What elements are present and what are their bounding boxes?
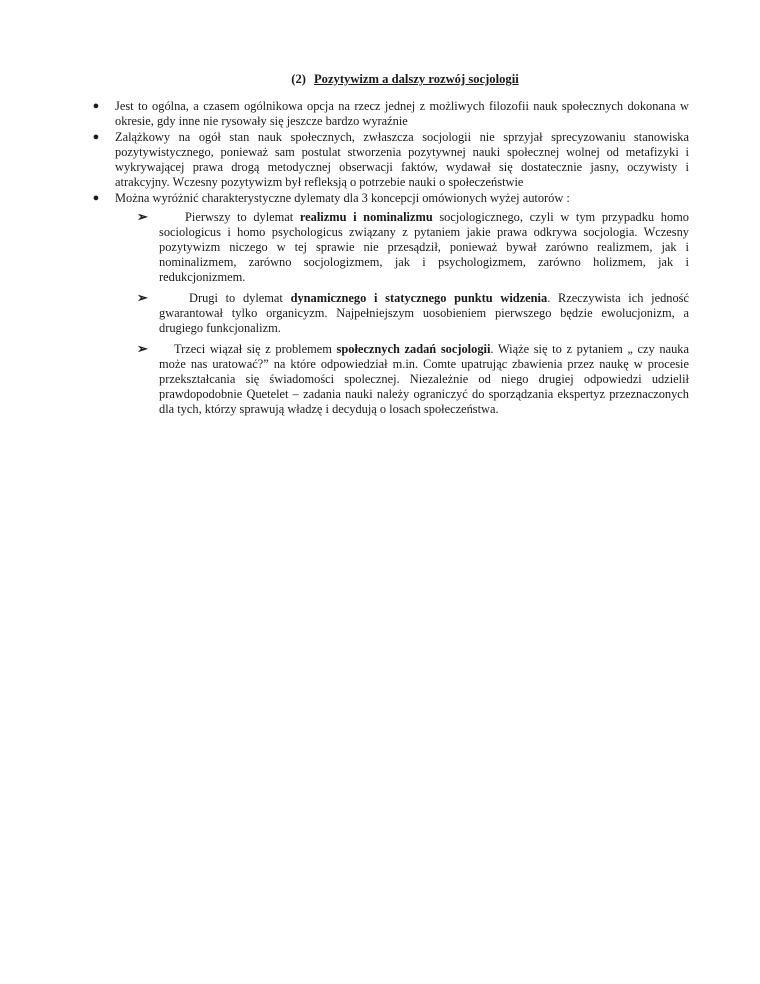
dilemma-list [115,210,689,417]
dilemma-emphasis: społecznych zadań socjologii [336,342,491,356]
list-item [92,99,689,129]
dilemma-item [137,209,689,285]
bullet-list [92,99,689,423]
dilemma-item [137,290,689,336]
list-item-text: Zalążkowy na ogół stan nauk społecznych, zwłaszcza socjologii nie sprzyjał sprecyzowaniu stanowiska pozytywistycznego, ponieważ sam postulat stworzenia pozytywnej nauki społecznej wolnej od metafizyki i wykrywającej prawa drogą metodycznej obserwacji faktów, wydawał się dostatecznie jasny, oczywisty i atrakcyjny. Wczesny pozytywizm był refleksją o potrzebie nauki o społeczeństwie [115,130,689,189]
list-item [92,130,689,190]
list-item [92,191,689,417]
list-item-text: Jest to ogólna, a czasem ogólnikowa opcja na rzecz jednej z możliwych filozofii nauk społecznych dokonana w okresie, gdy inne nie rysowały się jeszcze bardzo wyraźnie [115,99,689,128]
dilemma-text-before: Trzeci wiązał się z problemem [174,342,337,356]
arrow-bullet-icon: ➢ [137,341,148,356]
dilemma-text-after: . Wiąże się to z pytaniem „ czy nauka może nas uratować?” na które odpowiedział m.in. Comte upatrując zbawienia przez naukę w procesie przekształcania się świadomości spolecznej. Niezależnie od niego drugiej odpowiedzi udzielił prawdopodobnie Quetelet – zadania nauki należy ograniczyć do sporządzania ekspertyz przeznaczonych dla tych, którzy sprawują władzę i decydują o losach społeczeństwa. [159,342,689,416]
arrow-bullet-icon: ➢ [137,290,148,305]
section-title-text: Pozytywizm a dalszy rozwój socjologii [313,72,519,86]
list-item-text: Można wyróżnić charakterystyczne dylematy dla 3 koncepcji omówionych wyżej autorów : [115,191,570,205]
dilemma-text-after: socjologicznego, czyli w tym przypadku homo sociologicus i homo psychologicus związany z pytaniem jakie prawa odkrywa socjologia. Wczesny pozytywizm niczego w tej sprawie nie przesądził, ponieważ bywał zarówno realizmem, jak i nominalizmem, zarówno socjologizmem, jak i psychologizmem, zarówno holizmem, jak i redukcjonizmem. [159,210,689,284]
section-number: (2) [291,72,306,86]
section-title [0,72,760,87]
dilemma-emphasis: realizmu i nominalizmu [299,210,433,224]
dilemma-emphasis: dynamicznego i statycznego punktu widzenia [290,291,548,305]
dilemma-text-before: Drugi to dylemat [189,291,291,305]
dilemma-text-after: . Rzeczywista ich jedność gwarantował tylko organicyzm. Najpełniejszym uosobieniem pierwszego będzie ewolucjonizm, a drugiego funkcjonalizm. [159,291,689,335]
bullet-icon: ● [92,100,100,112]
bullet-icon: ● [92,131,100,143]
dilemma-item [137,341,689,417]
bullet-icon: ● [92,192,100,204]
arrow-bullet-icon: ➢ [137,209,148,224]
dilemma-text-before: Pierwszy to dylemat [185,210,300,224]
